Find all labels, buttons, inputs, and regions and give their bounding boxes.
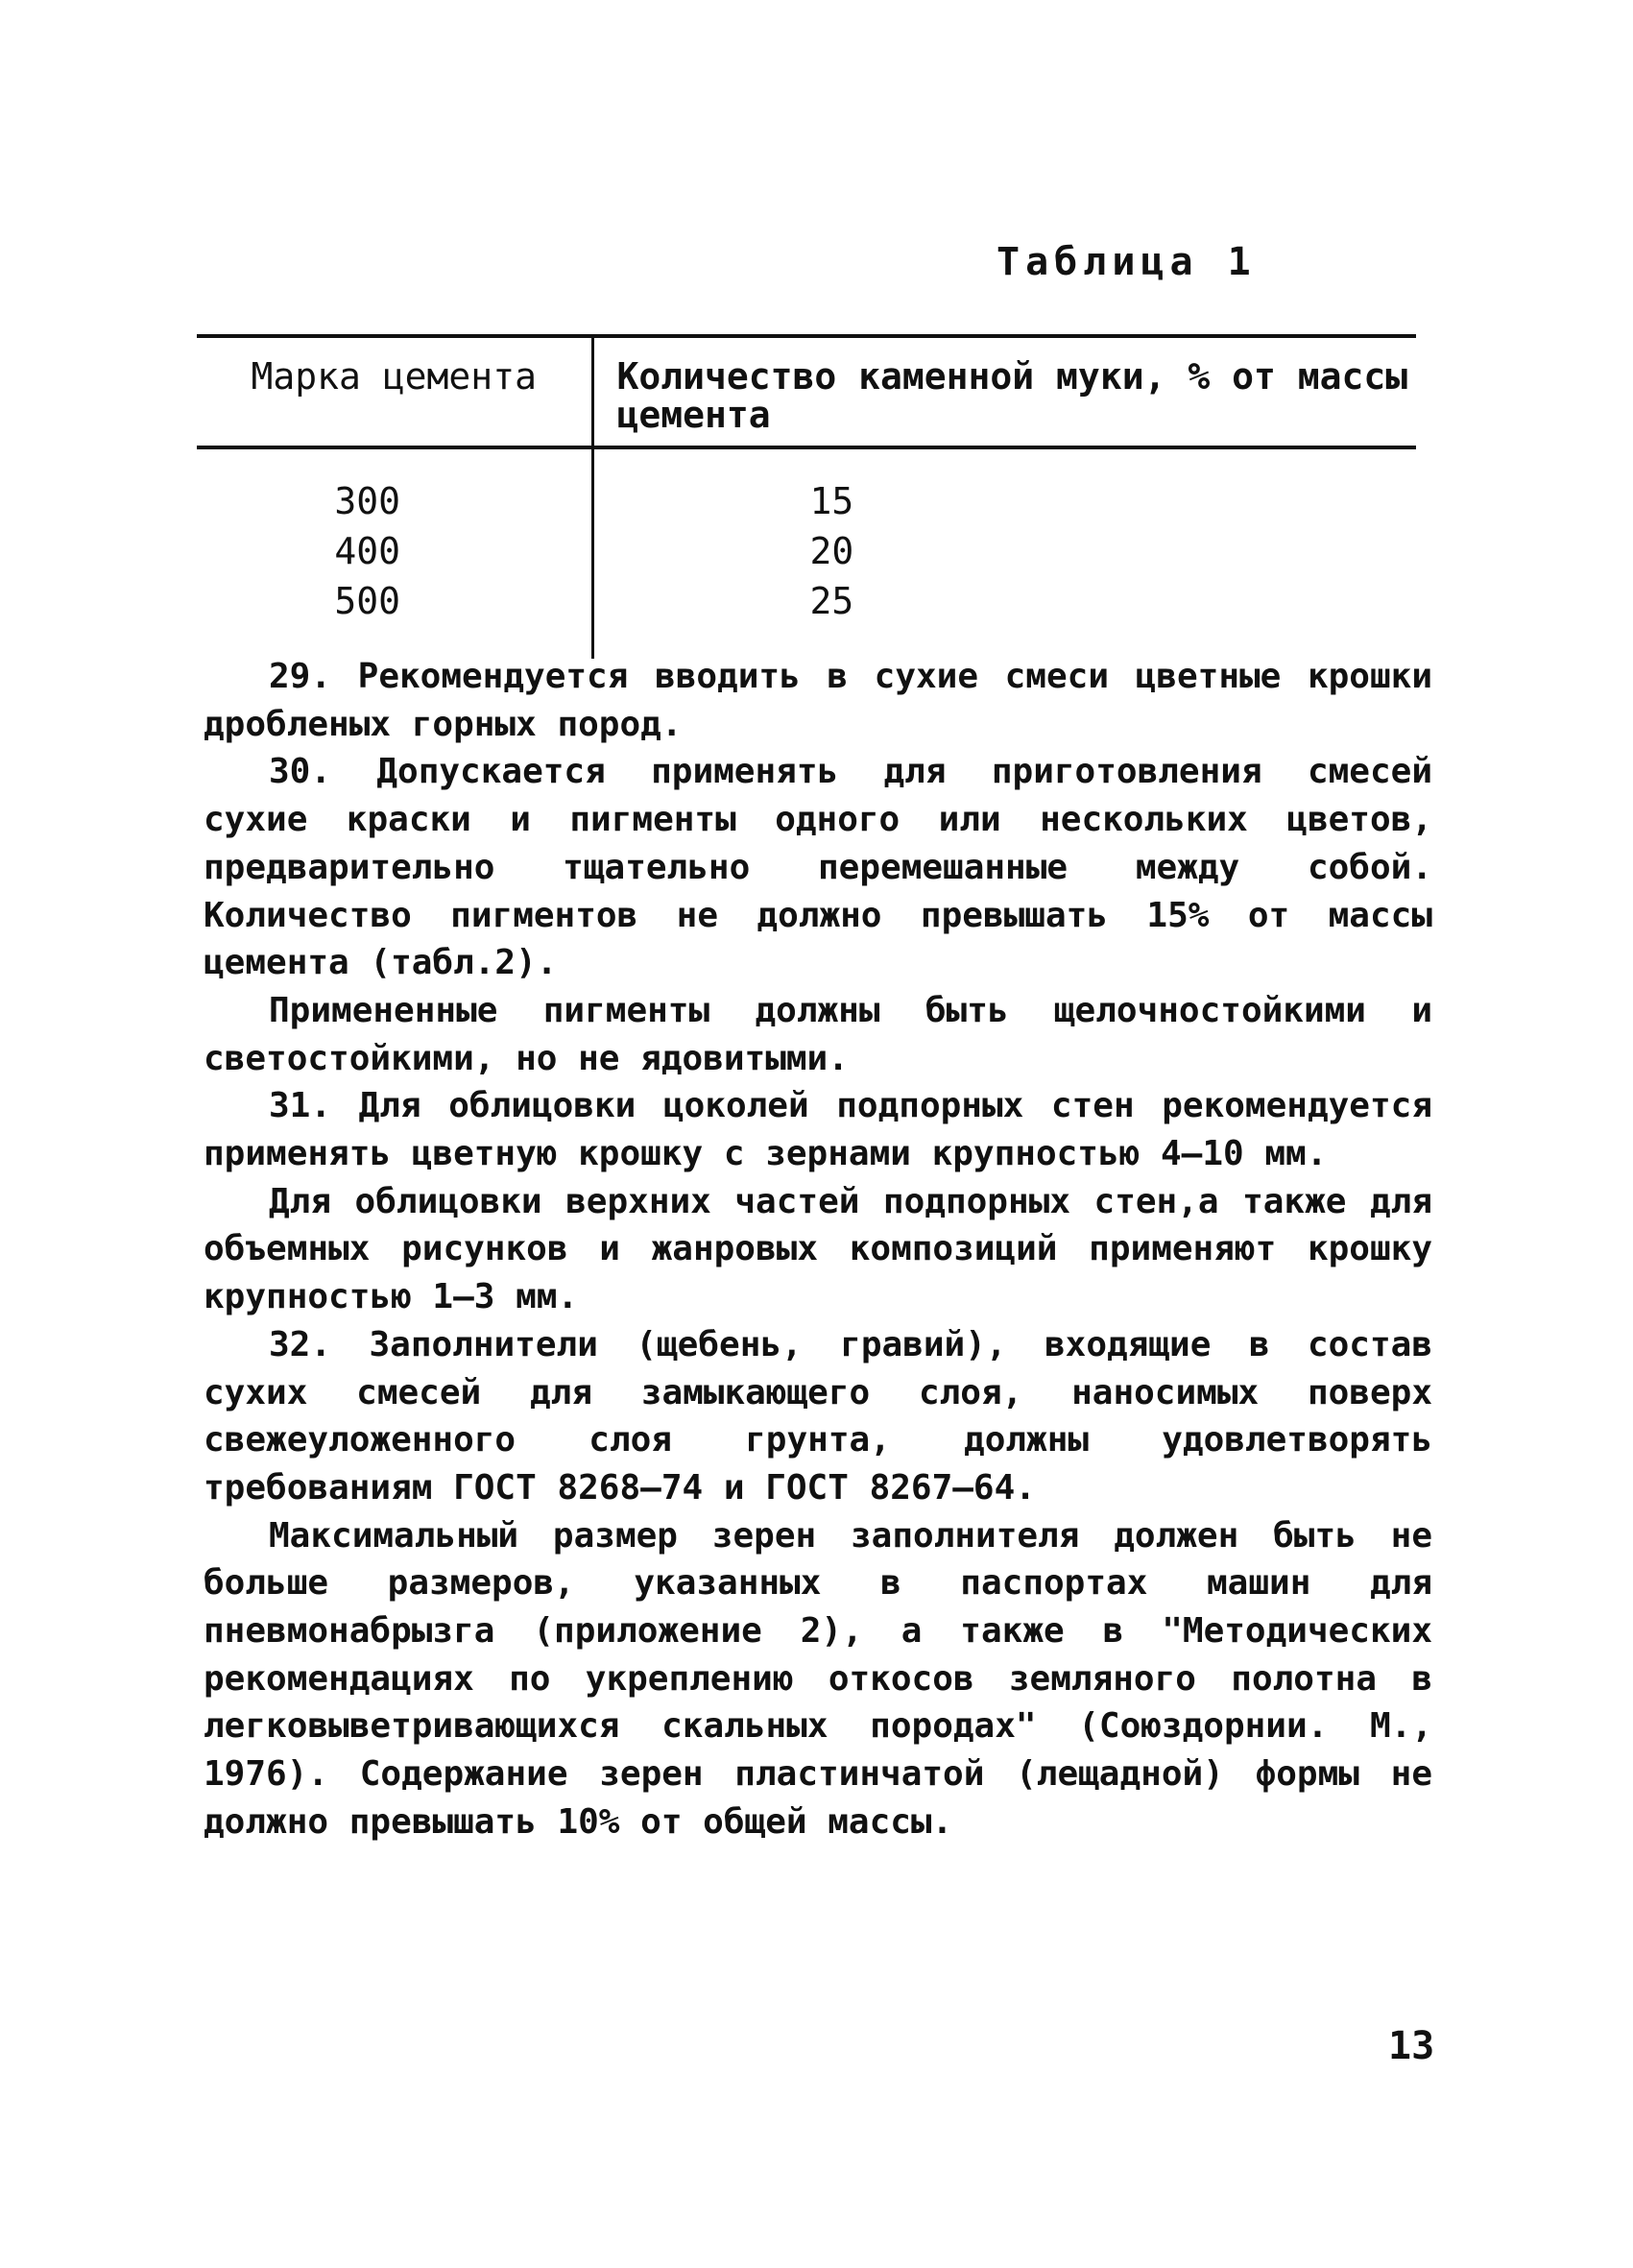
stone-flour-cell: 15 xyxy=(809,480,854,522)
cement-grade-cell: 300 xyxy=(197,447,592,526)
cement-table xyxy=(197,334,1416,659)
cement-grade-cell: 400 xyxy=(197,526,592,576)
paragraph-32-max-grain-size: Максимальный размер зерен заполнителя должен быть не больше размеров, указанных в паспортах машин для пневмонабрызга (приложение 2), а также в "Методических рекомендациях по укреплению откосов земляного полотна в легковыветривающихся скальных породах" (Союздорнии. М., 1976). Содержание зерен пластинчатой (лещадной) формы не должно превышать 10% от общей массы. xyxy=(204,1515,1432,1842)
cement-table-container xyxy=(197,334,1416,659)
paragraph-31: 31. Для облицовки цоколей подпорных стен рекомендуется применять цветную крошку с зернами крупностью 4–10 мм. xyxy=(204,1086,1432,1174)
paragraph-29: 29. Рекомендуется вводить в сухие смеси цветные крошки дробленых горных пород. xyxy=(204,657,1432,744)
table-row xyxy=(197,526,1416,576)
header-cement-grade: Марка цемента xyxy=(197,336,592,447)
table-caption: Таблица 1 xyxy=(997,240,1257,284)
cement-grade-cell: 500 xyxy=(197,576,592,659)
table-row xyxy=(197,576,1416,659)
body-text xyxy=(204,653,1432,1846)
paragraph-30-pigments: Примененные пигменты должны быть щелочностойкими и светостойкими, но не ядовитыми. xyxy=(204,990,1432,1078)
header-stone-flour-amount: Количество каменной муки, % от массы цемента xyxy=(592,336,1416,447)
paragraph-31-upper-parts: Для облицовки верхних частей подпорных стен,а также для объемных рисунков и жанровых композиций применяют крошку крупностью 1–3 мм. xyxy=(204,1181,1432,1317)
table-row xyxy=(197,447,1416,526)
stone-flour-cell: 20 xyxy=(809,530,854,572)
stone-flour-cell: 25 xyxy=(809,580,854,622)
table-header-row xyxy=(197,336,1416,447)
page-number: 13 xyxy=(1388,2024,1435,2068)
paragraph-32: 32. Заполнители (щебень, гравий), входящие в состав сухих смесей для замыкающего слоя, наносимых поверх свежеуложенного слоя грунта, должны удовлетворять требованиям ГОСТ 8268–74 и ГОСТ 8267–64. xyxy=(204,1324,1432,1508)
paragraph-30: 30. Допускается применять для приготовления смесей сухие краски и пигменты одного или нескольких цветов, предварительно тщательно перемешанные между собой. Количество пигментов не должно превышать 15% от массы цемента (табл.2). xyxy=(204,752,1432,983)
